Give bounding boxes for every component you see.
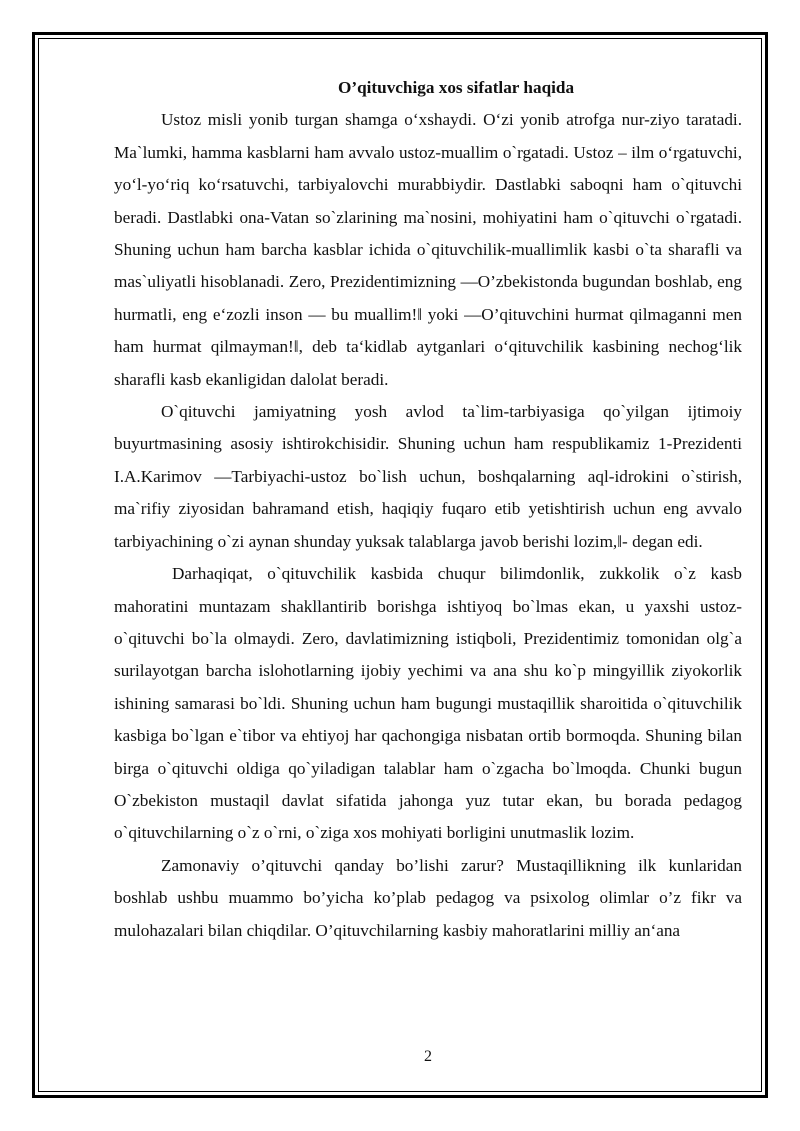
paragraph-2: O`qituvchi jamiyatning yosh avlod ta`lim-tarbiyasiga qo`yilgan ijtimoiy buyurtmasining asosiy ishtirokchisidir. Shuning uchun ham respublikamiz 1-Prezidenti I.A.Karimov ―Tarbiyachi-ustoz bo`lish uchun, boshqalarning aql-idrokini o`stirish, ma`rifiy ziyosidan bahramand etish, haqiqiy fuqaro etib yetishtirish uchun eng avvalo tarbiyachining o`zi aynan shunday yuksak talablarga javob berishi lozim,‖- degan edi. (114, 402, 742, 551)
paragraph-1: Ustoz misli yonib turgan shamga o‘xshaydi. O‘zi yonib atrofga nur-ziyo taratadi. Ma`lumki, hamma kasblarni ham avvalo ustoz-muallim o`rgatadi. Ustoz – ilm o‘rgatuvchi, yo‘l-yo‘riq ko‘rsatuvchi, tarbiyalovchi murabbiydir. Dastlabki saboqni ham o`qituvchi beradi. Dastlabki ona-Vatan so`zlarining ma`nosini, mohiyatini ham o`qituvchi o`rgatadi. Shuning uchun ham barcha kasblar ichida o`qituvchilik-muallimlik kasbi o`ta sharafli va mas`uliyatli hisoblanadi. Zero, Prezidentimizning ―O’zbekistonda bugundan boshlab, eng hurmatli, eng e‘zozli inson ― bu muallim!‖ yoki ―O’qituvchini hurmat qilmaganni men ham hurmat qilmayman!‖, deb ta‘kidlab aytganlari o‘qituvchilik kasbining nechog‘lik sharafli kasb ekanligidan dalolat beradi. (114, 110, 742, 389)
document-title: O’qituvchiga xos sifatlar haqida (338, 78, 575, 97)
document-body (114, 72, 742, 947)
paragraph-4: Zamonaviy o’qituvchi qanday bo’lishi zarur? Mustaqillikning ilk kunlaridan boshlab ushbu muammo bo’yicha ko’plab pedagog va psixolog olimlar o’z fikr va mulohazalari bilan chiqdilar. O’qituvchilarning kasbiy mahoratlarini milliy an‘ana (114, 855, 742, 940)
page-number: 2 (424, 1048, 432, 1065)
paragraph-3: Darhaqiqat, o`qituvchilik kasbida chuqur bilimdonlik, zukkolik o`z kasb mahoratini muntazam shakllantirib borishga ishtiyoq bo`lmas ekan, u yaxshi ustoz-o`qituvchi bo`la olmaydi. Zero, davlatimizning istiqboli, Prezidentimiz tomonidan olg`a surilayotgan barcha islohotlarning ijobiy yechimi va ana shu ko`p mingyillik ziyokorlik ishining samarasi bo`ldi. Shuning uchun ham bugungi mustaqillik sharoitida o`qituvchilik kasbiga bo`lgan e`tibor va ehtiyoj har qachongiga nisbatan ortib bormoqda. Shuning bilan birga o`qituvchi oldiga qo`yiladigan talablar ham o`zgacha bo`lmoqda. Chunki bugun O`zbekiston mustaqil davlat sifatida jahonga yuz tutar ekan, bu borada pedagog o`qituvchilarning o`z o`rni, o`ziga xos mohiyati borligini unutmaslik lozim. (114, 564, 742, 843)
